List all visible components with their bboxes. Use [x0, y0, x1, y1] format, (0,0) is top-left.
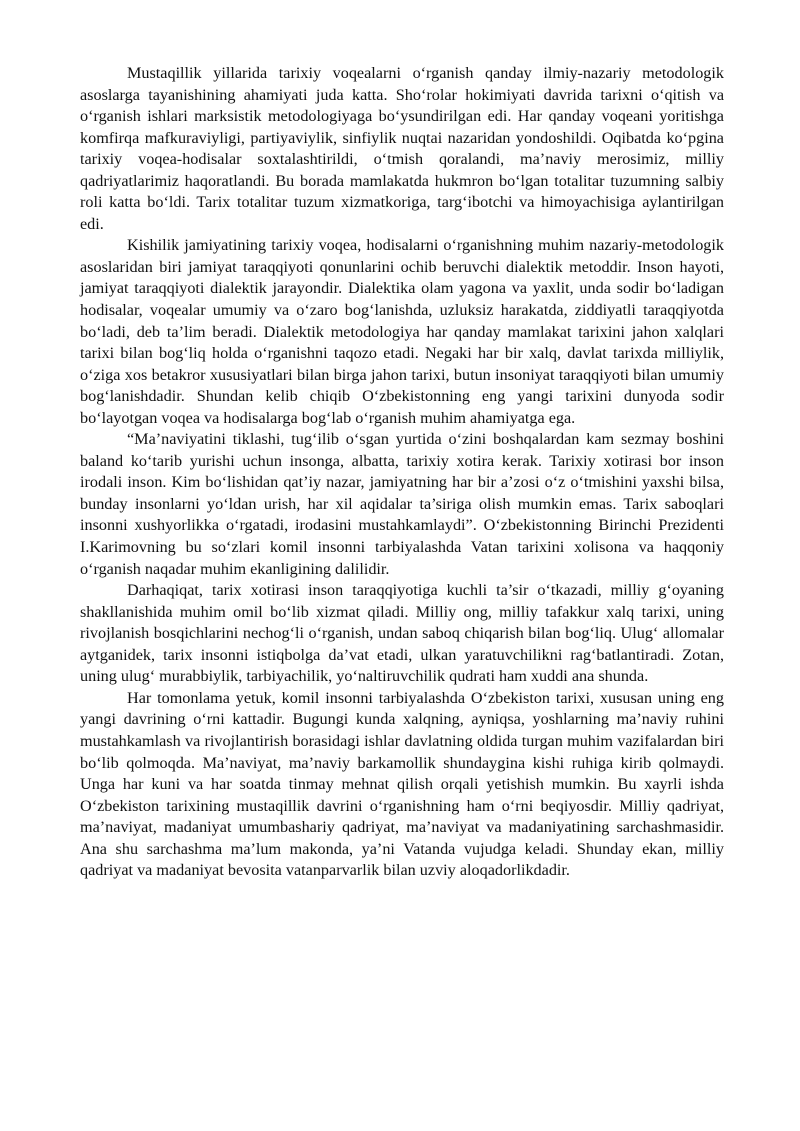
document-page	[80, 63, 724, 882]
paragraph-4: Darhaqiqat, tarix xotirasi inson taraqqiyotiga kuchli ta’sir o‘tkazadi, milliy g‘oyaning shakllanishida muhim omil bo‘lib xizmat qiladi. Milliy ong, milliy tafakkur xalq tarixi, uning rivojlanish bosqichlarini nechog‘li o‘rganish, undan saboq chiqarish bilan bog‘liq. Ulug‘ allomalar aytganidek, tarix insonni istiqbolga da’vat etadi, ulkan yaratuvchilikni rag‘batlantiradi. Zotan, uning ulug‘ murabbiylik, tarbiyachilik, yo‘naltiruvchilik qudrati ham xuddi ana shunda.	[80, 581, 724, 686]
paragraph-1: Mustaqillik yillarida tarixiy voqealarni o‘rganish qanday ilmiy-nazariy metodologik asoslarga tayanishining ahamiyati juda katta. Sho‘rolar hokimiyati davrida tarixni o‘qitish va o‘rganish ishlari marksistik metodologiyaga bo‘ysundirilgan edi. Har qanday voqeani yoritishga komfirqa mafkuraviyligi, partiyaviylik, sinfiylik nuqtai nazaridan yondoshildi. Oqibatda ko‘pgina tarixiy voqea-hodisalar soxtalashtirildi, o‘tmish qoralandi, ma’naviy merosimiz, milliy qadriyatlarimiz haqoratlandi. Bu borada mamlakatda hukmron bo‘lgan totalitar tuzumning salbiy roli katta bo‘ldi. Tarix totalitar tuzum xizmatkoriga, targ‘ibotchi va himoyachisiga aylantirilgan edi.	[80, 64, 724, 233]
paragraph-2: Kishilik jamiyatining tarixiy voqea, hodisalarni o‘rganishning muhim nazariy-metodologik asoslaridan biri jamiyat taraqqiyoti qonunlarini ochib beruvchi dialektik metoddir. Inson hayoti, jamiyat taraqqiyoti dialektik jarayondir. Dialektika olam yagona va yaxlit, unda sodir bo‘ladigan hodisalar, voqealar umumiy va o‘zaro bog‘lanishda, uzluksiz harakatda, ziddiyatli taraqqiyotda bo‘ladi, deb ta’lim beradi. Dialektik metodologiya har qanday mamlakat tarixini jahon xalqlari tarixi bilan bog‘liq holda o‘rganishni taqozo etadi. Negaki har bir xalq, davlat tarixda milliylik, o‘ziga xos betakror xususiyatlari bilan birga jahon tarixi, butun insoniyat taraqqiyoti bilan umumiy bog‘lanishdadir. Shundan kelib chiqib O‘zbekistonning eng yangi tarixini dunyoda sodir bo‘layotgan voqea va hodisalarga bog‘lab o‘rganish muhim ahamiyatga ega.	[80, 236, 724, 427]
paragraph-3: “Ma’naviyatini tiklashi, tug‘ilib o‘sgan yurtida o‘zini boshqalardan kam sezmay boshini baland ko‘tarib yurishi uchun insonga, albatta, tarixiy xotira kerak. Tarixiy xotirasi bor inson irodali inson. Kim bo‘lishidan qat’iy nazar, jamiyatning har bir a’zosi o‘z o‘tmishini yaxshi bilsa, bunday insonlarni yo‘ldan urish, har xil aqidalar ta’siriga olish mumkin emas. Tarix saboqlari insonni xushyorlikka o‘rgatadi, irodasini mustahkamlaydi”. O‘zbekistonning Birinchi Prezidenti I.Karimovning bu so‘zlari komil insonni tarbiyalashda Vatan tarixini xolisona va haqqoniy o‘rganish naqadar muhim ekanligining dalilidir.	[80, 430, 724, 578]
paragraph-5: Har tomonlama yetuk, komil insonni tarbiyalashda O‘zbekiston tarixi, xususan uning eng yangi davrining o‘rni kattadir. Bugungi kunda xalqning, ayniqsa, yoshlarning ma’naviy ruhini mustahkamlash va rivojlantirish borasidagi ishlar davlatning oldida turgan muhim vazifalardan biri bo‘lib qolmoqda. Ma’naviyat, ma’naviy barkamollik shundaygina kishi ruhiga kirib qolmaydi. Unga har kuni va har soatda tinmay mehnat qilish orqali yetishish mumkin. Bu xayrli ishda O‘zbekiston tarixining mustaqillik davrini o‘rganishning ham o‘rni beqiyosdir. Milliy qadriyat, ma’naviyat, madaniyat umumbashariy qadriyat, ma’naviyat va madaniyatining sarchashmasidir. Ana shu sarchashma ma’lum makonda, ya’ni Vatanda vujudga keladi. Shunday ekan, milliy qadriyat va madaniyat bevosita vatanparvarlik bilan uzviy aloqadorlikdadir.	[80, 688, 724, 880]
